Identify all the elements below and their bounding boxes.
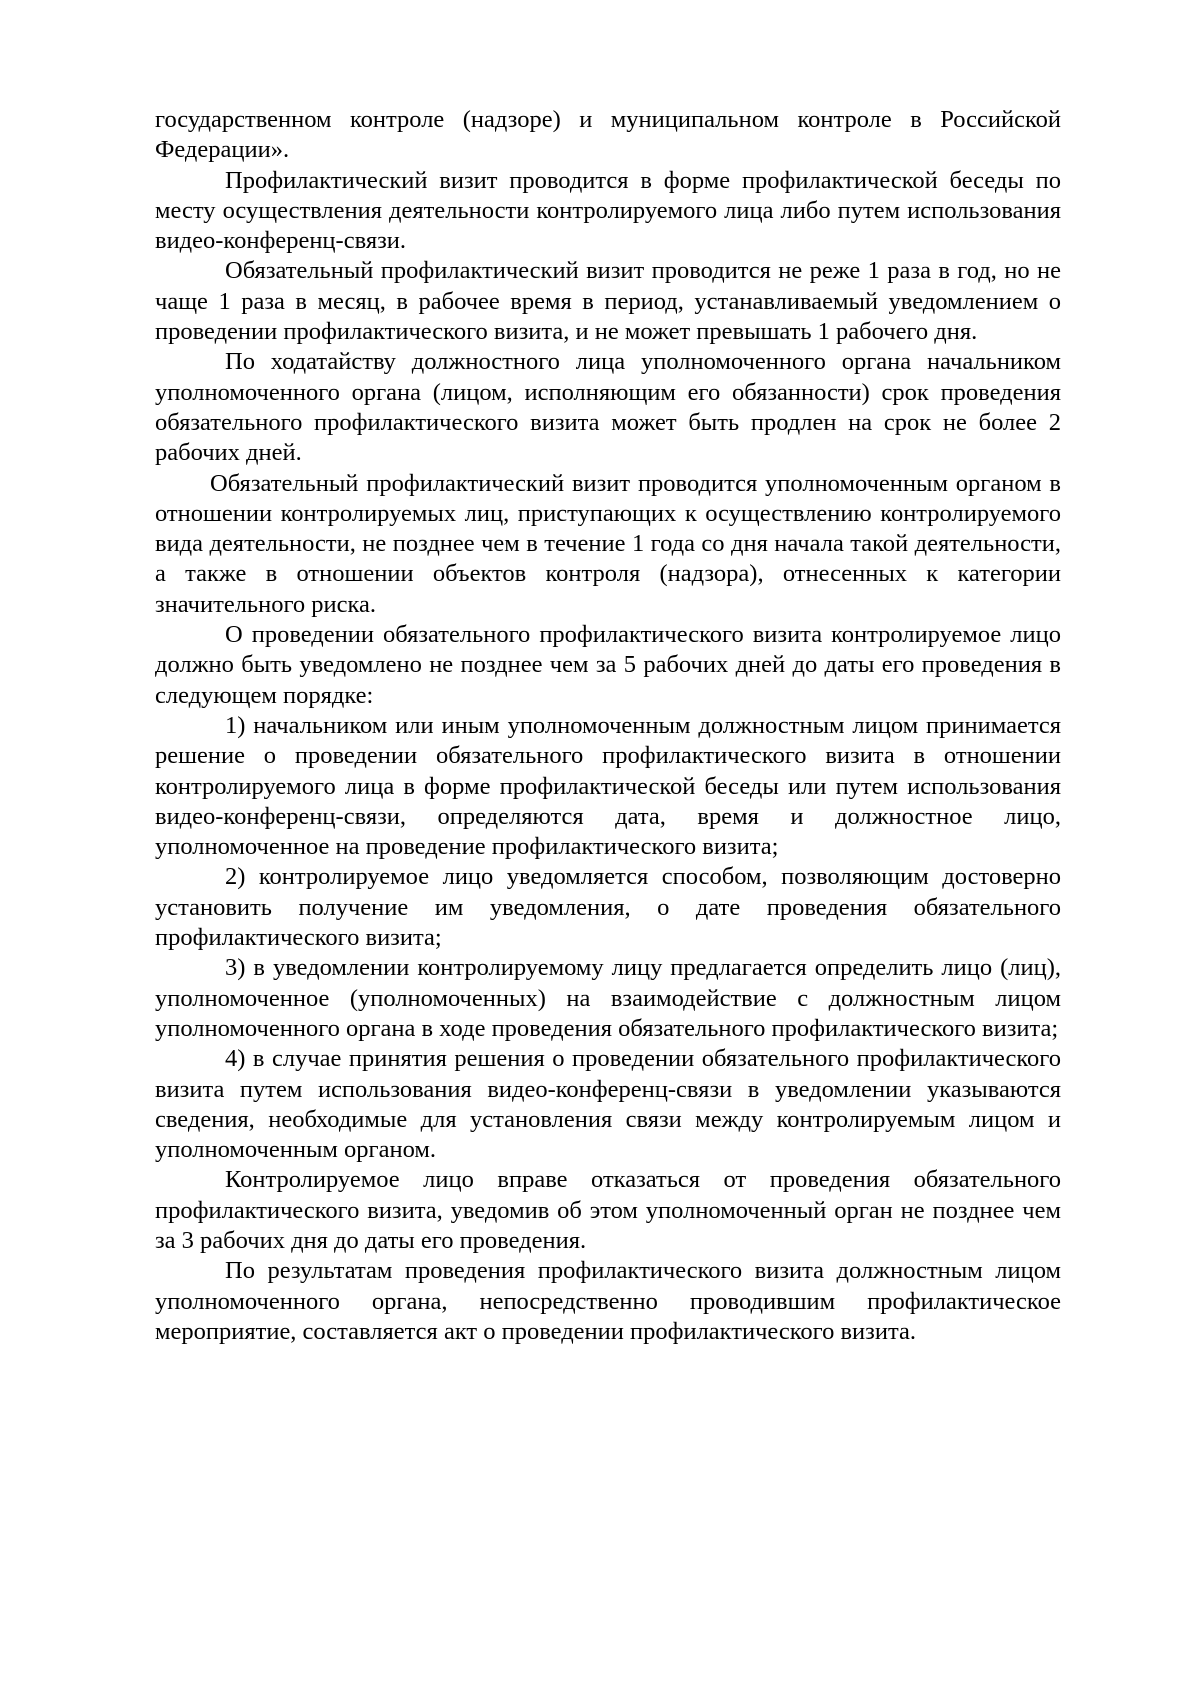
paragraph-visit-frequency: Обязательный профилактический визит проводится не реже 1 раза в год, но не чаще 1 раза в месяц, в рабочее время в период, устанавливаемый уведомлением о проведении профилактического визита, и не может превышать 1 рабочего дня. [155, 257, 1061, 346]
paragraph-mandatory-visit-subjects: Обязательный профилактический визит проводится уполномоченным органом в отношении контролируемых лиц, приступающих к осуществлению контролируемого вида деятельности, не позднее чем в течение 1 года со дня начала такой деятельности, а также в отношении объектов контроля (надзора), отнесенных к категории значительного риска. [155, 469, 1061, 618]
paragraph-notification-order: О проведении обязательного профилактического визита контролируемое лицо должно быть уведомлено не позднее чем за 5 рабочих дней до даты его проведения в следующем порядке: [155, 621, 1061, 709]
list-item-1: 1) начальником или иным уполномоченным должностным лицом принимается решение о проведении обязательного профилактического визита в отношении контролируемого лица в форме профилактической беседы или путем использования видео-конференц-связи, определяются дата, время и должностное лицо, уполномоченное на проведение профилактического визита; [155, 711, 1061, 861]
list-item-4: 4) в случае принятия решения о проведении обязательного профилактического визита путем использования видео-конференц-связи в уведомлении указываются сведения, необходимые для установления связи между контролируемым лицом и уполномоченным органом. [155, 1045, 1061, 1164]
paragraph-refusal-right: Контролируемое лицо вправе отказаться от проведения обязательного профилактического визита, уведомив об этом уполномоченный орган не позднее чем за 3 рабочих дня до даты его проведения. [155, 1166, 1061, 1254]
paragraph-visit-results: По результатам проведения профилактического визита должностным лицом уполномоченного органа, непосредственно проводившим профилактическое мероприятие, составляется акт о проведении профилактического визита. [155, 1257, 1061, 1345]
document-body [155, 105, 1061, 1347]
list-item-3: 3) в уведомлении контролируемому лицу предлагается определить лицо (лиц), уполномоченное (уполномоченных) на взаимодействие с должностным лицом уполномоченного органа в ходе проведения обязательного профилактического визита; [155, 954, 1061, 1042]
paragraph-federal-law-continuation: государственном контроле (надзоре) и муниципальном контроле в Российской Федерации». [155, 106, 1061, 164]
list-item-2: 2) контролируемое лицо уведомляется способом, позволяющим достоверно установить получение им уведомления, о дате проведения обязательного профилактического визита; [155, 863, 1061, 952]
paragraph-visit-extension: По ходатайству должностного лица уполномоченного органа начальником уполномоченного органа (лицом, исполняющим его обязанности) срок проведения обязательного профилактического визита может быть продлен на срок не более 2 рабочих дней. [155, 348, 1061, 467]
paragraph-visit-form: Профилактический визит проводится в форме профилактической беседы по месту осуществления деятельности контролируемого лица либо путем использования видео-конференц-связи. [155, 166, 1061, 255]
